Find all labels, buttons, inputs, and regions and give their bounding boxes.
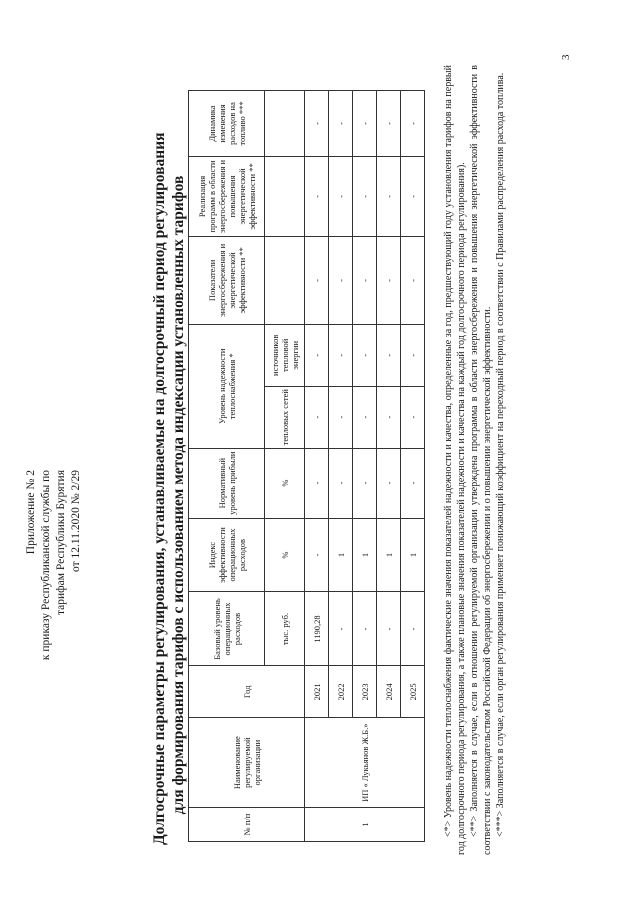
energy-cell: - (401, 236, 425, 324)
base-cell: - (401, 592, 425, 666)
unit-index: % (265, 518, 305, 592)
col-fuel-header: Динамика изменения расходов на топливо *** (189, 91, 265, 157)
profit-cell: - (353, 448, 377, 518)
org-name: ИП « Лукьянов Ж.Б.» (305, 718, 425, 808)
year-cell: 2024 (377, 666, 401, 718)
profit-cell: - (305, 448, 329, 518)
energy-cell: - (305, 236, 329, 324)
footnote-3: <***> Заполняется в случае, если орган регулирования применяет понижающий коэффициент на переходный период в соответствии с Правилами распределения расхода топлива. (495, 72, 506, 837)
appendix-header (24, 470, 84, 830)
unit-profit: % (265, 448, 305, 518)
index-cell: - (305, 518, 329, 592)
fuel-cell: - (401, 91, 425, 157)
index-cell: 1 (377, 518, 401, 592)
rel-net-header: тепловых сетей (265, 386, 305, 448)
index-cell: 1 (329, 518, 353, 592)
base-cell: - (329, 592, 353, 666)
col-org-header: Наименование регулируемой организации (189, 718, 305, 808)
energy-sub (265, 236, 305, 324)
title-line-1: Долгосрочные параметры регулирования, устанавливаемые на долгосрочный период регулирования (151, 132, 168, 845)
fuel-cell: - (353, 91, 377, 157)
rel-net-cell: - (305, 386, 329, 448)
fuel-cell: - (329, 91, 353, 157)
table-row (305, 91, 329, 842)
rel-src-cell: - (353, 324, 377, 386)
rel-src-cell: - (329, 324, 353, 386)
unit-base: тыс. руб. (265, 592, 305, 666)
energy-cell: - (377, 236, 401, 324)
col-num-header: № п/п (189, 808, 305, 842)
col-year-header: Год (189, 666, 305, 718)
rel-net-cell: - (353, 386, 377, 448)
parameters-table (188, 90, 425, 842)
program-cell: - (305, 156, 329, 236)
header-row (189, 91, 265, 842)
index-cell: 1 (401, 518, 425, 592)
year-cell: 2025 (401, 666, 425, 718)
rel-src-header: источников тепловой энергии (265, 324, 305, 386)
program-cell: - (377, 156, 401, 236)
appendix-line-2: к приказу Республиканской службы по (40, 470, 52, 661)
fuel-sub (265, 91, 305, 157)
page-number: 3 (560, 54, 572, 60)
rel-src-cell: - (305, 324, 329, 386)
profit-cell: - (329, 448, 353, 518)
base-cell: 1190,28 (305, 592, 329, 666)
program-sub (265, 156, 305, 236)
appendix-line-1: Приложение № 2 (25, 470, 37, 555)
col-index-header: Индекс эффективности операционных расходов (189, 518, 265, 592)
fuel-cell: - (305, 91, 329, 157)
year-cell: 2022 (329, 666, 353, 718)
profit-cell: - (401, 448, 425, 518)
rel-net-cell: - (401, 386, 425, 448)
rel-src-cell: - (377, 324, 401, 386)
rel-src-cell: - (401, 324, 425, 386)
program-cell: - (353, 156, 377, 236)
year-cell: 2023 (353, 666, 377, 718)
col-profit-header: Нормативный уровень прибыли (189, 448, 265, 518)
footnotes (442, 65, 507, 855)
profit-cell: - (377, 448, 401, 518)
rel-net-cell: - (377, 386, 401, 448)
fuel-cell: - (377, 91, 401, 157)
col-base-header: Базовый уровень операционных расходов (189, 592, 265, 666)
index-cell: 1 (353, 518, 377, 592)
program-cell: - (329, 156, 353, 236)
base-cell: - (377, 592, 401, 666)
footnote-2: <**> Заполняется в случае, если в отношении регулируемой организации утверждена программа в области энергосбережения и повышения энергетической эффективности в соответствии с законодательством Российской Федерации об энергосбережении и о повышении энергетической эффективности. (469, 65, 493, 855)
year-cell: 2021 (305, 666, 329, 718)
appendix-line-3: тарифам Республики Бурятия (55, 470, 67, 616)
energy-cell: - (329, 236, 353, 324)
rel-net-cell: - (329, 386, 353, 448)
col-energy-header: Показатели энергосбережения и энергетической эффективности ** (189, 236, 265, 324)
appendix-line-4: от 12.11.2020 № 2/29 (70, 470, 82, 572)
base-cell: - (353, 592, 377, 666)
org-number: 1 (305, 808, 425, 842)
document-title (150, 132, 188, 845)
energy-cell: - (353, 236, 377, 324)
program-cell: - (401, 156, 425, 236)
footnote-1: <*> Уровень надежности теплоснабжения фактические значения показателей надежности и качества, определенные за год, предшествующий году установления тарифов на первый год долгосрочного периода регулирования, а также плановые значения показателей надежности и качества на каждый год долгосрочного периода регулирования). (443, 65, 467, 855)
title-line-2: для формирования тарифов с использованием метода индексации установленных тарифов (170, 175, 187, 815)
col-program-header: Реализация программ в области энергосбережения и повышения энергетической эффективности ** (189, 156, 265, 236)
col-reliability-header: Уровень надежности теплоснабжения * (189, 324, 265, 448)
